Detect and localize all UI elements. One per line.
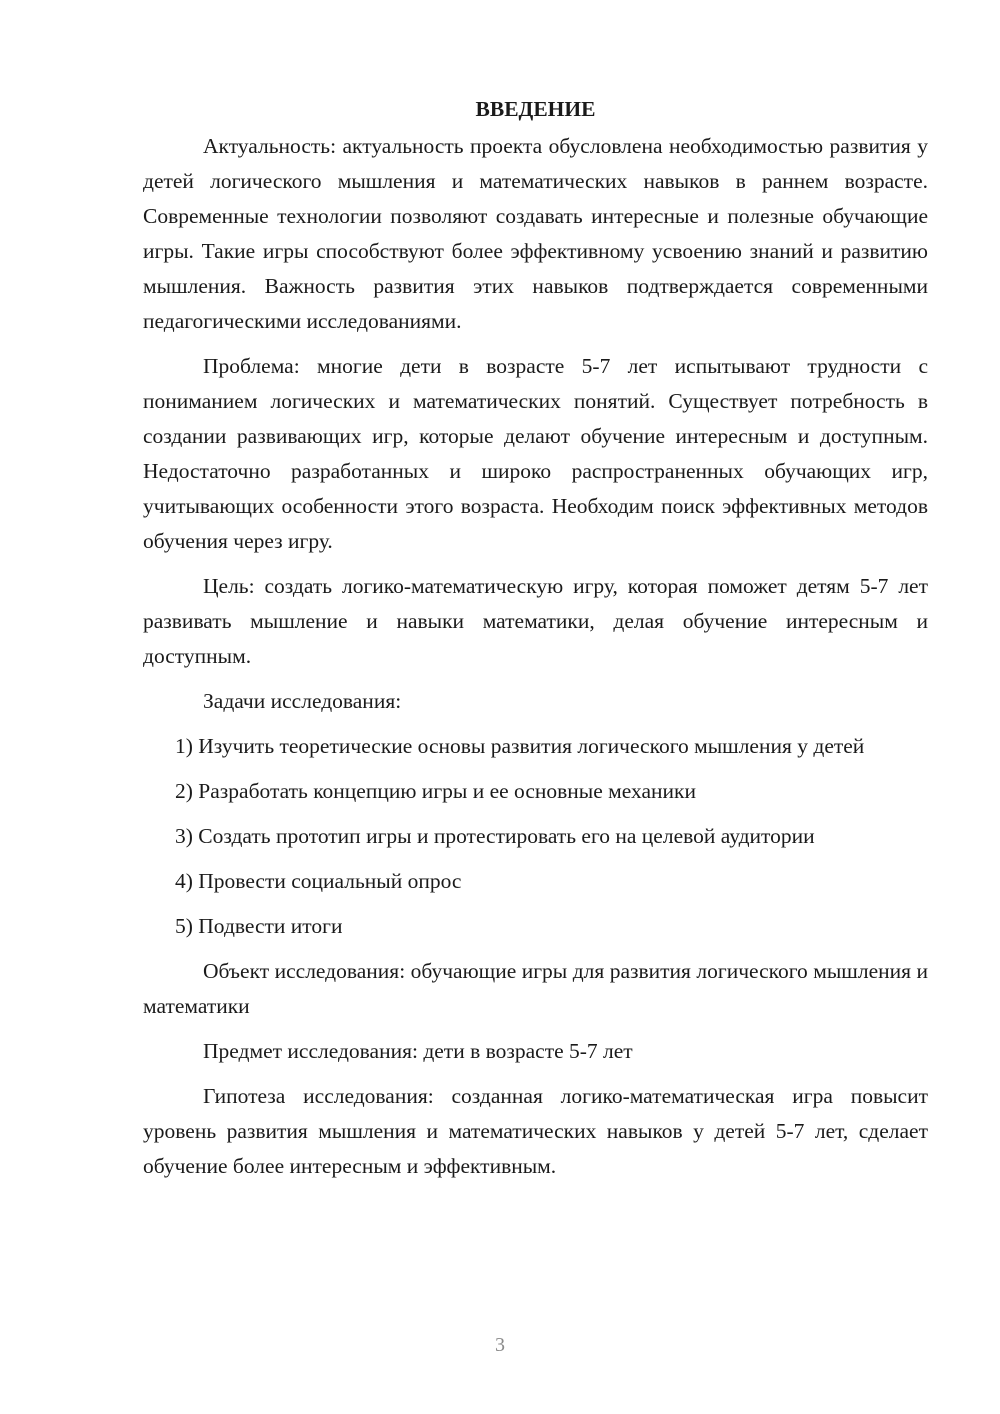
page-number: 3 [495,1334,505,1356]
tasks-title: Задачи исследования: [203,689,402,713]
hypothesis-paragraph: Гипотеза исследования: созданная логико-математическая игра повысит уровень развития мышления и математических навыков у детей 5-7 лет, сделает обучение более интересным и эффективным. [143,1084,928,1178]
task-item-2: 2) Разработать концепцию игры и ее основные механики [175,779,696,803]
goal-paragraph: Цель: создать логико-математическую игру, которая поможет детям 5-7 лет развивать мышление и навыки математики, делая обучение интересным и доступным. [143,574,928,668]
relevance-paragraph: Актуальность: актуальность проекта обусловлена необходимостью развития у детей логического мышления и математических навыков в раннем возрасте. Современные технологии позволяют создавать интересные и полезные обучающие игры. Такие игры способствуют более эффективному усвоению знаний и развитию мышления. Важность развития этих навыков подтверждается современными педагогическими исследованиями. [143,134,928,333]
task-item-4: 4) Провести социальный опрос [175,869,462,893]
document-page [143,92,928,1194]
page-title: ВВЕДЕНИЕ [475,97,596,121]
task-item-3: 3) Создать прототип игры и протестировать его на целевой аудитории [175,824,815,848]
task-item-5: 5) Подвести итоги [175,914,343,938]
problem-paragraph: Проблема: многие дети в возрасте 5-7 лет испытывают трудности с пониманием логических и математических понятий. Существует потребность в создании развивающих игр, которые делают обучение интересным и доступным. Недостаточно разработанных и широко распространенных обучающих игр, учитывающих особенности этого возраста. Необходим поиск эффективных методов обучения через игру. [143,354,928,553]
task-item-1: 1) Изучить теоретические основы развития логического мышления у детей [175,734,865,758]
subject-paragraph: Предмет исследования: дети в возрасте 5-7 лет [203,1039,633,1063]
object-paragraph: Объект исследования: обучающие игры для развития логического мышления и математики [143,959,928,1018]
